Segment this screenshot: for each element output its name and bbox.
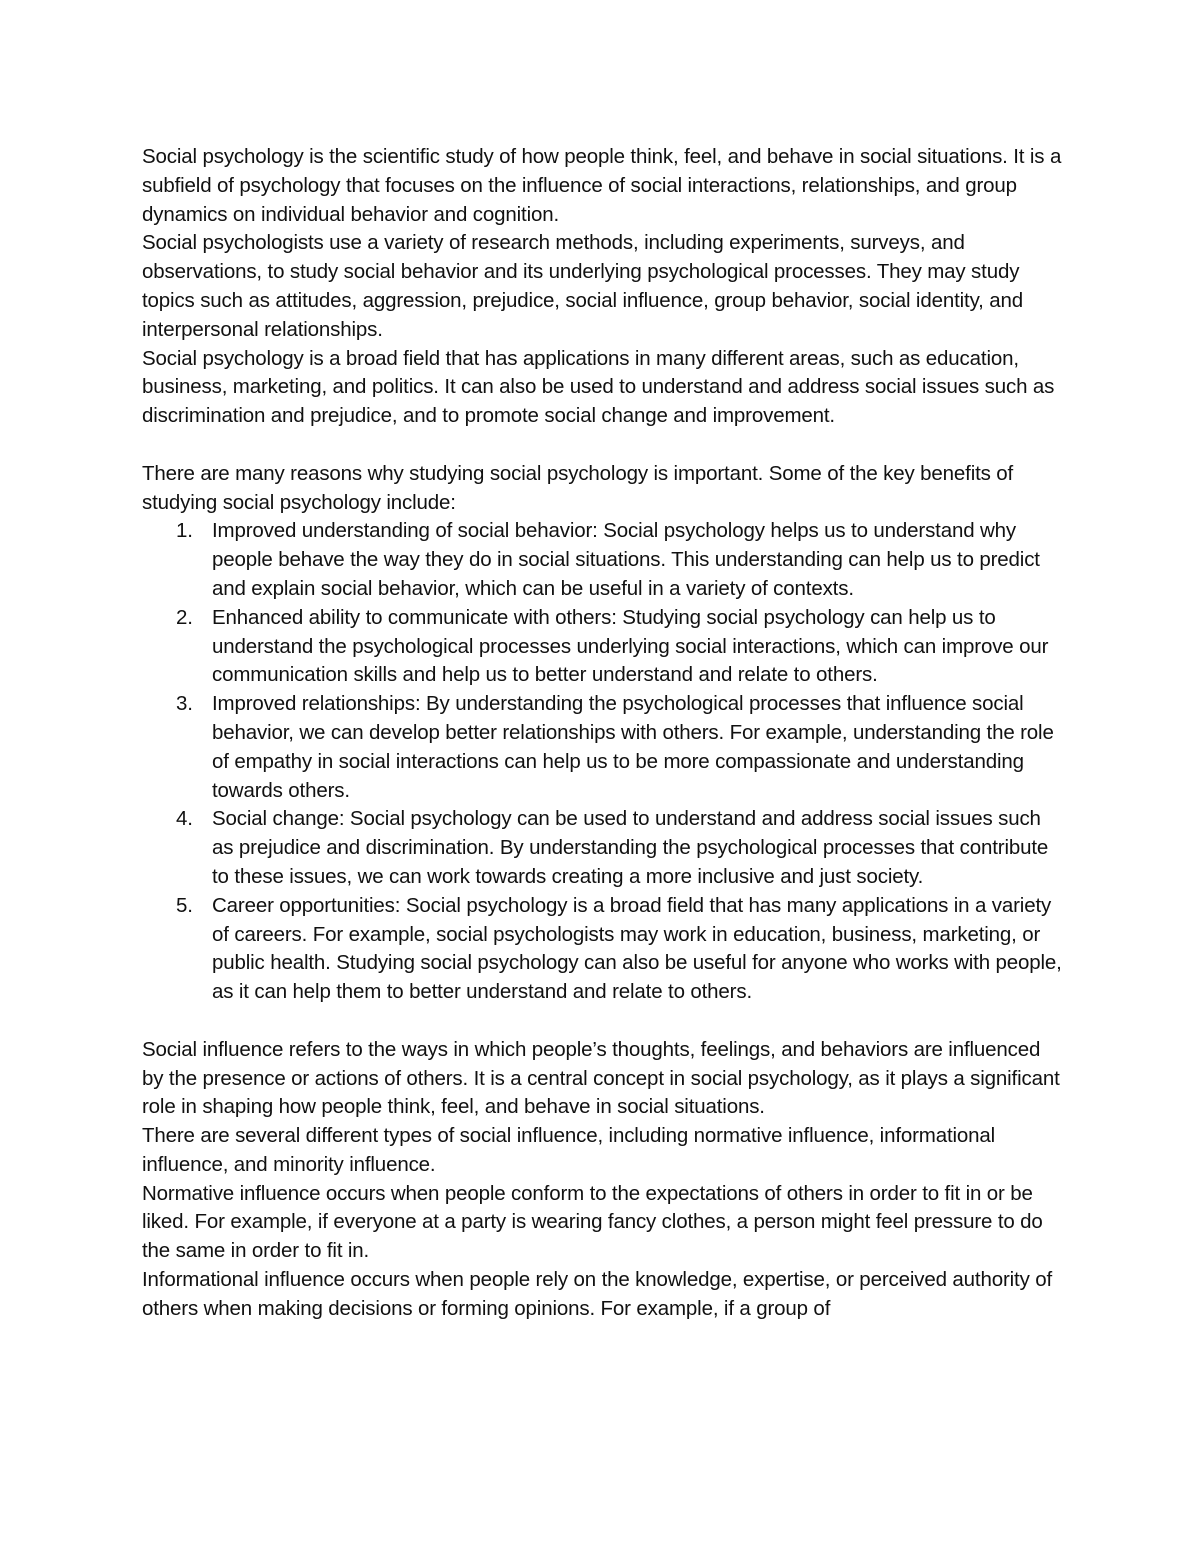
benefit-text: Career opportunities: Social psychology is a broad field that has many applications in a variety of careers. For example, social psychologists may work in education, business, marketing, or public health. Studying social psychology can also be useful for anyone who works with people, as it can help them to better understand and relate to others. [212,893,1062,1004]
benefit-item-1 [142,517,1067,603]
influence-paragraph-4: Informational influence occurs when people rely on the knowledge, expertise, or perceived authority of others when making decisions or forming opinions. For example, if a group of [142,1268,1053,1320]
paragraph-spacer [142,431,1067,460]
benefit-item-3 [142,690,1067,805]
intro-paragraph-2: Social psychologists use a variety of research methods, including experiments, surveys, and observations, to study social behavior and its underlying psychological processes. They may study topics such as attitudes, aggression, prejudice, social influence, group behavior, social identity, and interpersonal relationships. [142,231,1024,341]
list-number: 1. [176,519,193,543]
influence-paragraph-1: Social influence refers to the ways in which people’s thoughts, feelings, and behaviors are influenced by the presence or actions of others. It is a central concept in social psychology, as it plays a significant role in shaping how people think, feel, and behave in social situations. [142,1037,1060,1119]
intro-paragraph-3: Social psychology is a broad field that has applications in many different areas, such as education, business, marketing, and politics. It can also be used to understand and address social issues such as discrimination and prejudice, and to promote social change and improvement. [142,346,1055,428]
benefit-item-4 [142,805,1067,891]
benefit-text: Improved understanding of social behavior: Social psychology helps us to understand why people behave the way they do in social situations. This understanding can help us to predict and explain social behavior, which can be useful in a variety of contexts. [212,519,1040,600]
benefits-list [142,517,1067,1007]
reasons-intro-paragraph: There are many reasons why studying social psychology is important. Some of the key benefits of studying social psychology include: [142,461,1014,514]
paragraph-spacer [142,1007,1067,1036]
list-number: 4. [176,807,193,831]
intro-paragraph-1: Social psychology is the scientific study of how people think, feel, and behave in social situations. It is a subfield of psychology that focuses on the influence of social interactions, relationships, and group dynamics on individual behavior and cognition. [142,145,1062,226]
list-number: 5. [176,893,193,917]
benefit-item-2 [142,604,1067,690]
benefit-text: Enhanced ability to communicate with others: Studying social psychology can help us to understand the psychological processes underlying social interactions, which can improve our communication skills and help us to better understand and relate to others. [212,605,1049,687]
influence-paragraph-3: Normative influence occurs when people conform to the expectations of others in order to fit in or be liked. For example, if everyone at a party is wearing fancy clothes, a person might feel pressure to do the same in order to fit in. [142,1181,1043,1263]
influence-paragraph-2: There are several different types of social influence, including normative influence, informational influence, and minority influence. [142,1124,996,1176]
benefit-item-5 [142,892,1067,1007]
benefit-text: Improved relationships: By understanding the psychological processes that influence social behavior, we can develop better relationships with others. For example, understanding the role of empathy in social interactions can help us to be more compassionate and understanding towards others. [212,692,1054,802]
list-number: 2. [176,605,193,629]
list-number: 3. [176,692,193,716]
document-body [142,143,1067,1324]
benefit-text: Social change: Social psychology can be used to understand and address social issues such as prejudice and discrimination. By understanding the psychological processes that contribute to these issues, we can work towards creating a more inclusive and just society. [212,807,1049,888]
